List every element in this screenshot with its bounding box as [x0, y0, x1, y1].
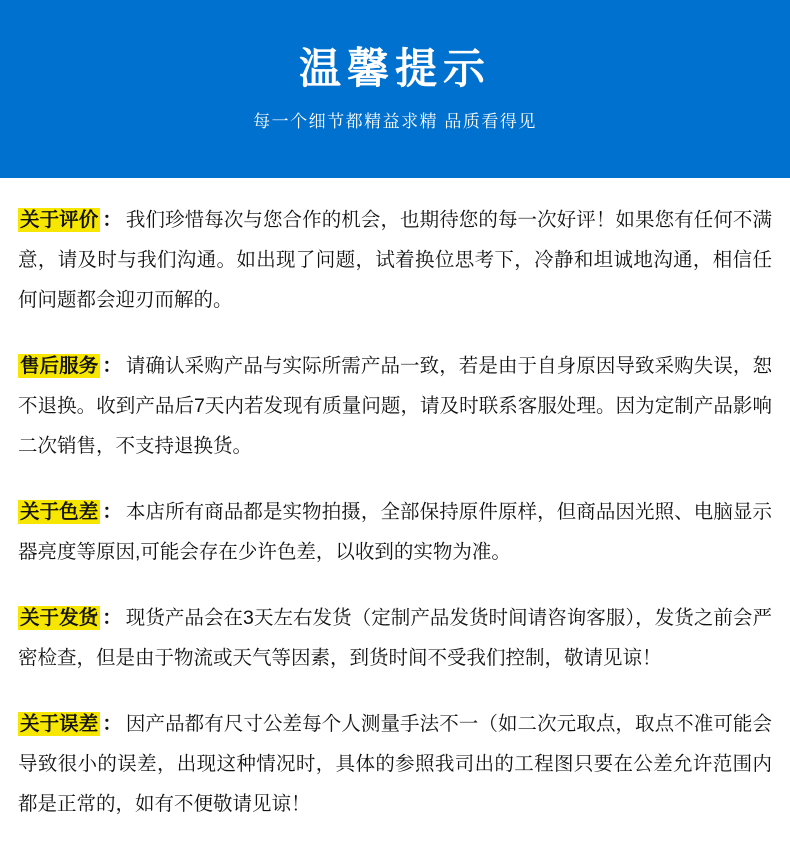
section-colon: ：: [102, 209, 122, 231]
tips-content: [0, 178, 790, 834]
section-tag: 关于误差: [20, 713, 99, 735]
paragraph: [18, 200, 772, 320]
paragraph: [18, 492, 772, 572]
section-color-difference: [18, 492, 772, 572]
section-tag: 售后服务: [20, 355, 99, 377]
section-text: 本店所有商品都是实物拍摄，全部保持原件原样，但商品因光照、电脑显示器亮度等原因,可能会存在少许色差，以收到的实物为准。: [18, 501, 772, 563]
section-colon: ：: [102, 501, 122, 523]
section-shipping: [18, 598, 772, 678]
section-colon: ：: [102, 355, 122, 377]
section-text: 因产品都有尺寸公差每个人测量手法不一（如二次元取点，取点不准可能会导致很小的误差，出现这种情况时，具体的参照我司出的工程图只要在公差允许范围内都是正常的，如有不便敬请见谅！: [18, 713, 772, 815]
banner: [0, 0, 790, 178]
section-text: 现货产品会在3天左右发货（定制产品发货时间请咨询客服），发货之前会严密检查，但是由于物流或天气等因素，到货时间不受我们控制，敬请见谅！: [18, 607, 772, 669]
banner-subtitle: 每一个细节都精益求精 品质看得见: [253, 111, 537, 131]
paragraph: [18, 704, 772, 824]
section-text: 我们珍惜每次与您合作的机会，也期待您的每一次好评！如果您有任何不满意，请及时与我们沟通。如出现了问题，试着换位思考下，冷静和坦诚地沟通，相信任何问题都会迎刃而解的。: [18, 209, 772, 311]
section-tag: 关于发货: [20, 607, 99, 629]
section-colon: ：: [102, 607, 122, 629]
section-colon: ：: [102, 713, 122, 735]
section-after-sales: [18, 346, 772, 466]
banner-title: 温馨提示: [298, 45, 491, 93]
section-tag: 关于色差: [20, 501, 99, 523]
paragraph: [18, 346, 772, 466]
section-tag: 关于评价: [20, 209, 99, 231]
section-text: 请确认采购产品与实际所需产品一致，若是由于自身原因导致采购失误，恕不退换。收到产品后7天内若发现有质量问题，请及时联系客服处理。因为定制产品影响二次销售，不支持退换货。: [18, 355, 772, 457]
section-tolerance: [18, 704, 772, 824]
paragraph: [18, 598, 772, 678]
section-reviews: [18, 200, 772, 320]
